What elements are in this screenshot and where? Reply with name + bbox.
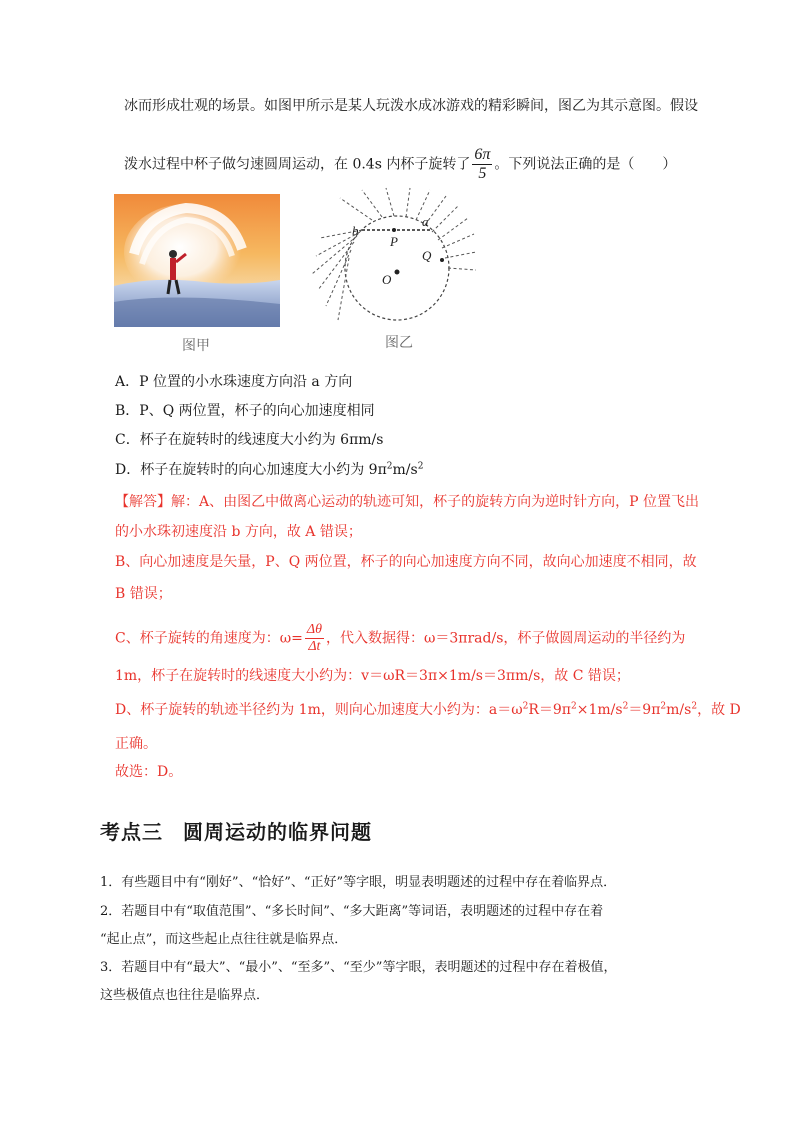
answer-sup-3: 2 [622,701,629,712]
answer-line-7-c: ×1m/s [576,702,623,718]
rule-1: 1．有些题目中有“刚好”、“恰好”、“正好”等字眼，明显表明题述的过程中存在着临界点． [100,875,617,890]
caption-jia: 图甲 [182,338,210,354]
answer-line-4: B 错误； [115,586,172,602]
problem-line-2-end: 。下列说法正确的是（ ） [494,156,677,173]
answer-sup-2: 2 [571,701,577,712]
rule-2-line-2: “起止点”，而这些起止点往往就是临界点． [100,932,348,947]
rotation-fraction [472,146,492,183]
answer-line-7 [115,700,741,720]
answer-line-9: 故选：D。 [115,764,183,780]
answer-line-7-a: D、杯子旋转的轨迹半径约为 1m，则向心加速度大小约为：a＝ω [115,702,523,718]
label-o: O [382,272,392,287]
answer-line-1: 【解答】解：A、由图乙中做离心运动的轨迹可知，杯子的旋转方向为逆时针方向，P 位置飞出 [115,494,699,510]
problem-line-2 [124,146,676,183]
rule-2-line-1: 2．若题目中有“取值范围”、“多长时间”、“多大距离”等词语，表明题述的过程中存在着 [100,904,604,919]
section-title: 圆周运动的临界问题 [183,820,372,844]
option-c: C．杯子在旋转时的线速度大小约为 6πm/s [115,432,384,448]
problem-line-1: 冰而形成壮观的场景。如图甲所示是某人玩泼水成冰游戏的精彩瞬间，图乙为其示意图。假设 [124,98,698,114]
option-a: A．P 位置的小水珠速度方向沿 a 方向 [115,374,353,390]
fraction-denominator: 5 [478,165,487,182]
fraction-numerator: 6π [474,146,491,163]
answer-line-5 [115,622,685,655]
label-q: Q [422,248,432,263]
answer-line-6: 1m，杯子在旋转时的线速度大小约为：v＝ωR＝3π×1m/s＝3πm/s，故 C 错误； [115,668,630,684]
answer-sup-5: 2 [691,701,698,712]
rule-3-line-2: 这些极值点也往往是临界点． [100,988,270,1003]
section-heading [100,816,372,845]
figure-jia-photo [114,194,280,327]
option-b: B．P、Q 两位置，杯子的向心加速度相同 [115,403,375,419]
option-d-sup1: 2 [386,461,393,472]
section-number: 考点三 [100,820,163,844]
problem-line-2-start: 泼水过程中杯子做匀速圆周运动，在 0.4s 内杯子旋转了 [124,156,471,173]
rule-3-line-1: 3．若题目中有“最大”、“最小”、“至多”、“至少”等字眼，表明题述的过程中存在着极值， [100,960,617,975]
angular-velocity-fraction [305,622,324,655]
figure-yi-diagram [302,186,478,336]
delta-theta: Δθ [306,622,322,637]
answer-sup-4: 2 [660,701,667,712]
delta-t: Δt [308,639,321,654]
option-d-unit: m/s [392,462,418,478]
answer-line-2: 的小水珠初速度沿 b 方向，故 A 错误； [115,524,362,540]
answer-line-3: B、向心加速度是矢量，P、Q 两位置，杯子的向心加速度方向不同，故向心加速度不相同，故 [115,554,697,570]
option-d-sup2: 2 [417,461,424,472]
answer-sup-1: 2 [522,701,529,712]
caption-yi: 图乙 [385,335,413,351]
answer-line-5-end: ，代入数据得：ω＝3πrad/s，杯子做圆周运动的半径约为 [325,630,686,647]
answer-line-7-b: R＝9π [528,702,572,718]
label-a: a [422,214,429,229]
answer-line-8: 正确。 [115,736,157,752]
label-p: P [390,234,398,249]
option-d [115,460,423,480]
answer-line-7-f: ，故 D [697,702,741,718]
answer-line-7-d: ＝9π [628,702,661,718]
option-d-main: D．杯子在旋转时的向心加速度大小约为 9π [115,462,387,478]
answer-line-7-e: m/s [666,702,692,718]
answer-line-5-start: C、杯子旋转的角速度为：ω= [115,630,303,647]
label-b: b [352,223,359,238]
